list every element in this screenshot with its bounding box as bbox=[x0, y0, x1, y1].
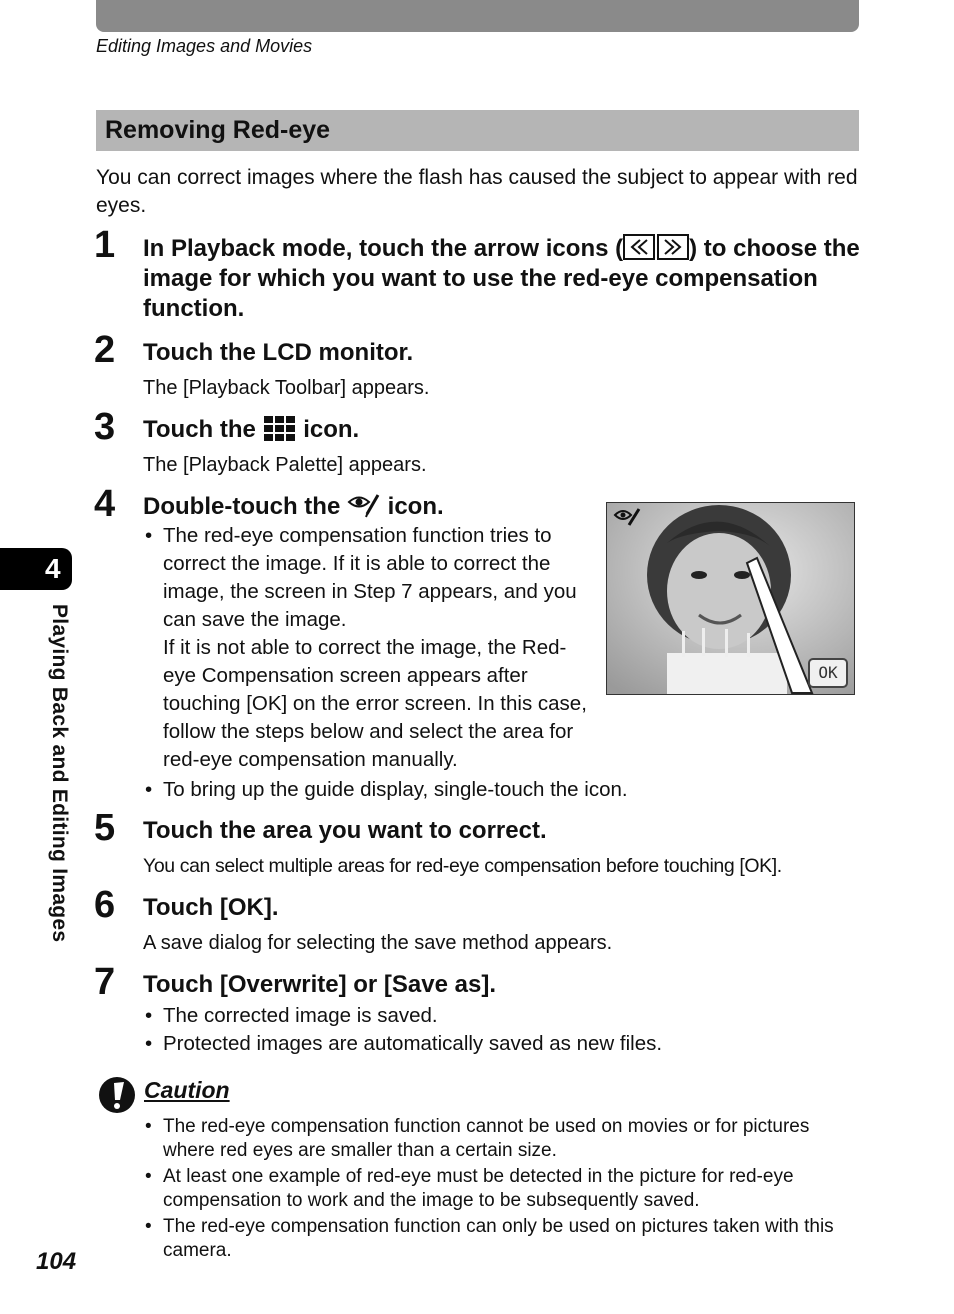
step-3-title-part-a: Touch the bbox=[143, 416, 263, 443]
palette-icon bbox=[263, 415, 297, 441]
step-7-title: Touch [Overwrite] or [Save as]. bbox=[143, 971, 496, 998]
arrow-icons bbox=[623, 234, 689, 260]
step-2-title: Touch the LCD monitor. bbox=[143, 339, 414, 366]
ok-button: OK bbox=[808, 658, 848, 688]
step-6-note: A save dialog for selecting the save method appears. bbox=[143, 932, 613, 954]
step-5-title: Touch the area you want to correct. bbox=[143, 817, 547, 844]
step-1-title-part-b: ) to choose the image for which you want to use the red-eye compensation function. bbox=[143, 235, 860, 322]
caution-list bbox=[143, 1115, 863, 1265]
list-item: • The red-eye compensation function cannot be used on movies or for pictures where red eyes are smaller than a certain size. bbox=[143, 1115, 863, 1163]
step-2-note: The [Playback Toolbar] appears. bbox=[143, 377, 430, 399]
red-eye-icon bbox=[347, 492, 381, 518]
step-6-number: 6 bbox=[94, 884, 116, 926]
step-3-title bbox=[143, 415, 863, 445]
chapter-number: 4 bbox=[45, 553, 61, 584]
running-head: Editing Images and Movies bbox=[96, 36, 313, 56]
list-item: • At least one example of red-eye must be detected in the picture for red-eye compensation to work and the image to be subsequently saved. bbox=[143, 1165, 863, 1213]
step-5-number: 5 bbox=[94, 807, 116, 849]
caution-title: Caution bbox=[144, 1077, 230, 1103]
step-3-number: 3 bbox=[94, 406, 116, 448]
step-4-bullets-2 bbox=[143, 776, 863, 804]
step-5-note: You can select multiple areas for red-eye compensation before touching [OK]. bbox=[143, 855, 782, 877]
step-7-bullets bbox=[143, 1002, 863, 1058]
intro-paragraph: You can correct images where the flash has caused the subject to appear with red eyes. bbox=[96, 166, 858, 217]
step-3-note: The [Playback Palette] appears. bbox=[143, 454, 427, 476]
list-item: • The corrected image is saved. bbox=[143, 1002, 863, 1030]
step-4-number: 4 bbox=[94, 483, 116, 525]
step-4-bullets bbox=[143, 522, 593, 634]
list-item: • The red-eye compensation function can only be used on pictures taken with this camera. bbox=[143, 1215, 863, 1263]
step-3-title-part-b: icon. bbox=[296, 416, 360, 443]
step-7-number: 7 bbox=[94, 961, 116, 1003]
step-1-title-part-a: In Playback mode, touch the arrow icons ( bbox=[143, 235, 624, 262]
chapter-title: Playing Back and Editing Images bbox=[48, 604, 71, 943]
step-4-title bbox=[143, 492, 593, 522]
list-item: • Protected images are automatically saved as new files. bbox=[143, 1030, 863, 1058]
step-4-paragraph-2: If it is not able to correct the image, the Red-eye Compensation screen appears after touching [OK] on the error screen. In this case, follow the steps below and select the area for red-eye compensation manually. bbox=[163, 636, 587, 771]
caution-icon bbox=[98, 1076, 136, 1114]
step-4-title-part-a: Double-touch the bbox=[143, 493, 347, 520]
step-1-title bbox=[143, 234, 863, 324]
chapter-tab bbox=[0, 548, 72, 590]
list-item: • The red-eye compensation function tries to correct the image. If it is able to correct the image, the screen in Step 7 appears, and you can save the image. bbox=[143, 522, 593, 634]
step-4-title-part-b: icon. bbox=[380, 493, 444, 520]
step-6-title: Touch [OK]. bbox=[143, 894, 279, 921]
section-title: Removing Red-eye bbox=[96, 110, 859, 151]
step-2-number: 2 bbox=[94, 329, 116, 371]
list-item: • To bring up the guide display, single-touch the icon. bbox=[143, 776, 863, 804]
step-1-number: 1 bbox=[94, 224, 116, 266]
page-number: 104 bbox=[36, 1248, 77, 1275]
header-bar bbox=[96, 0, 859, 32]
camera-screen-illustration bbox=[606, 502, 855, 695]
